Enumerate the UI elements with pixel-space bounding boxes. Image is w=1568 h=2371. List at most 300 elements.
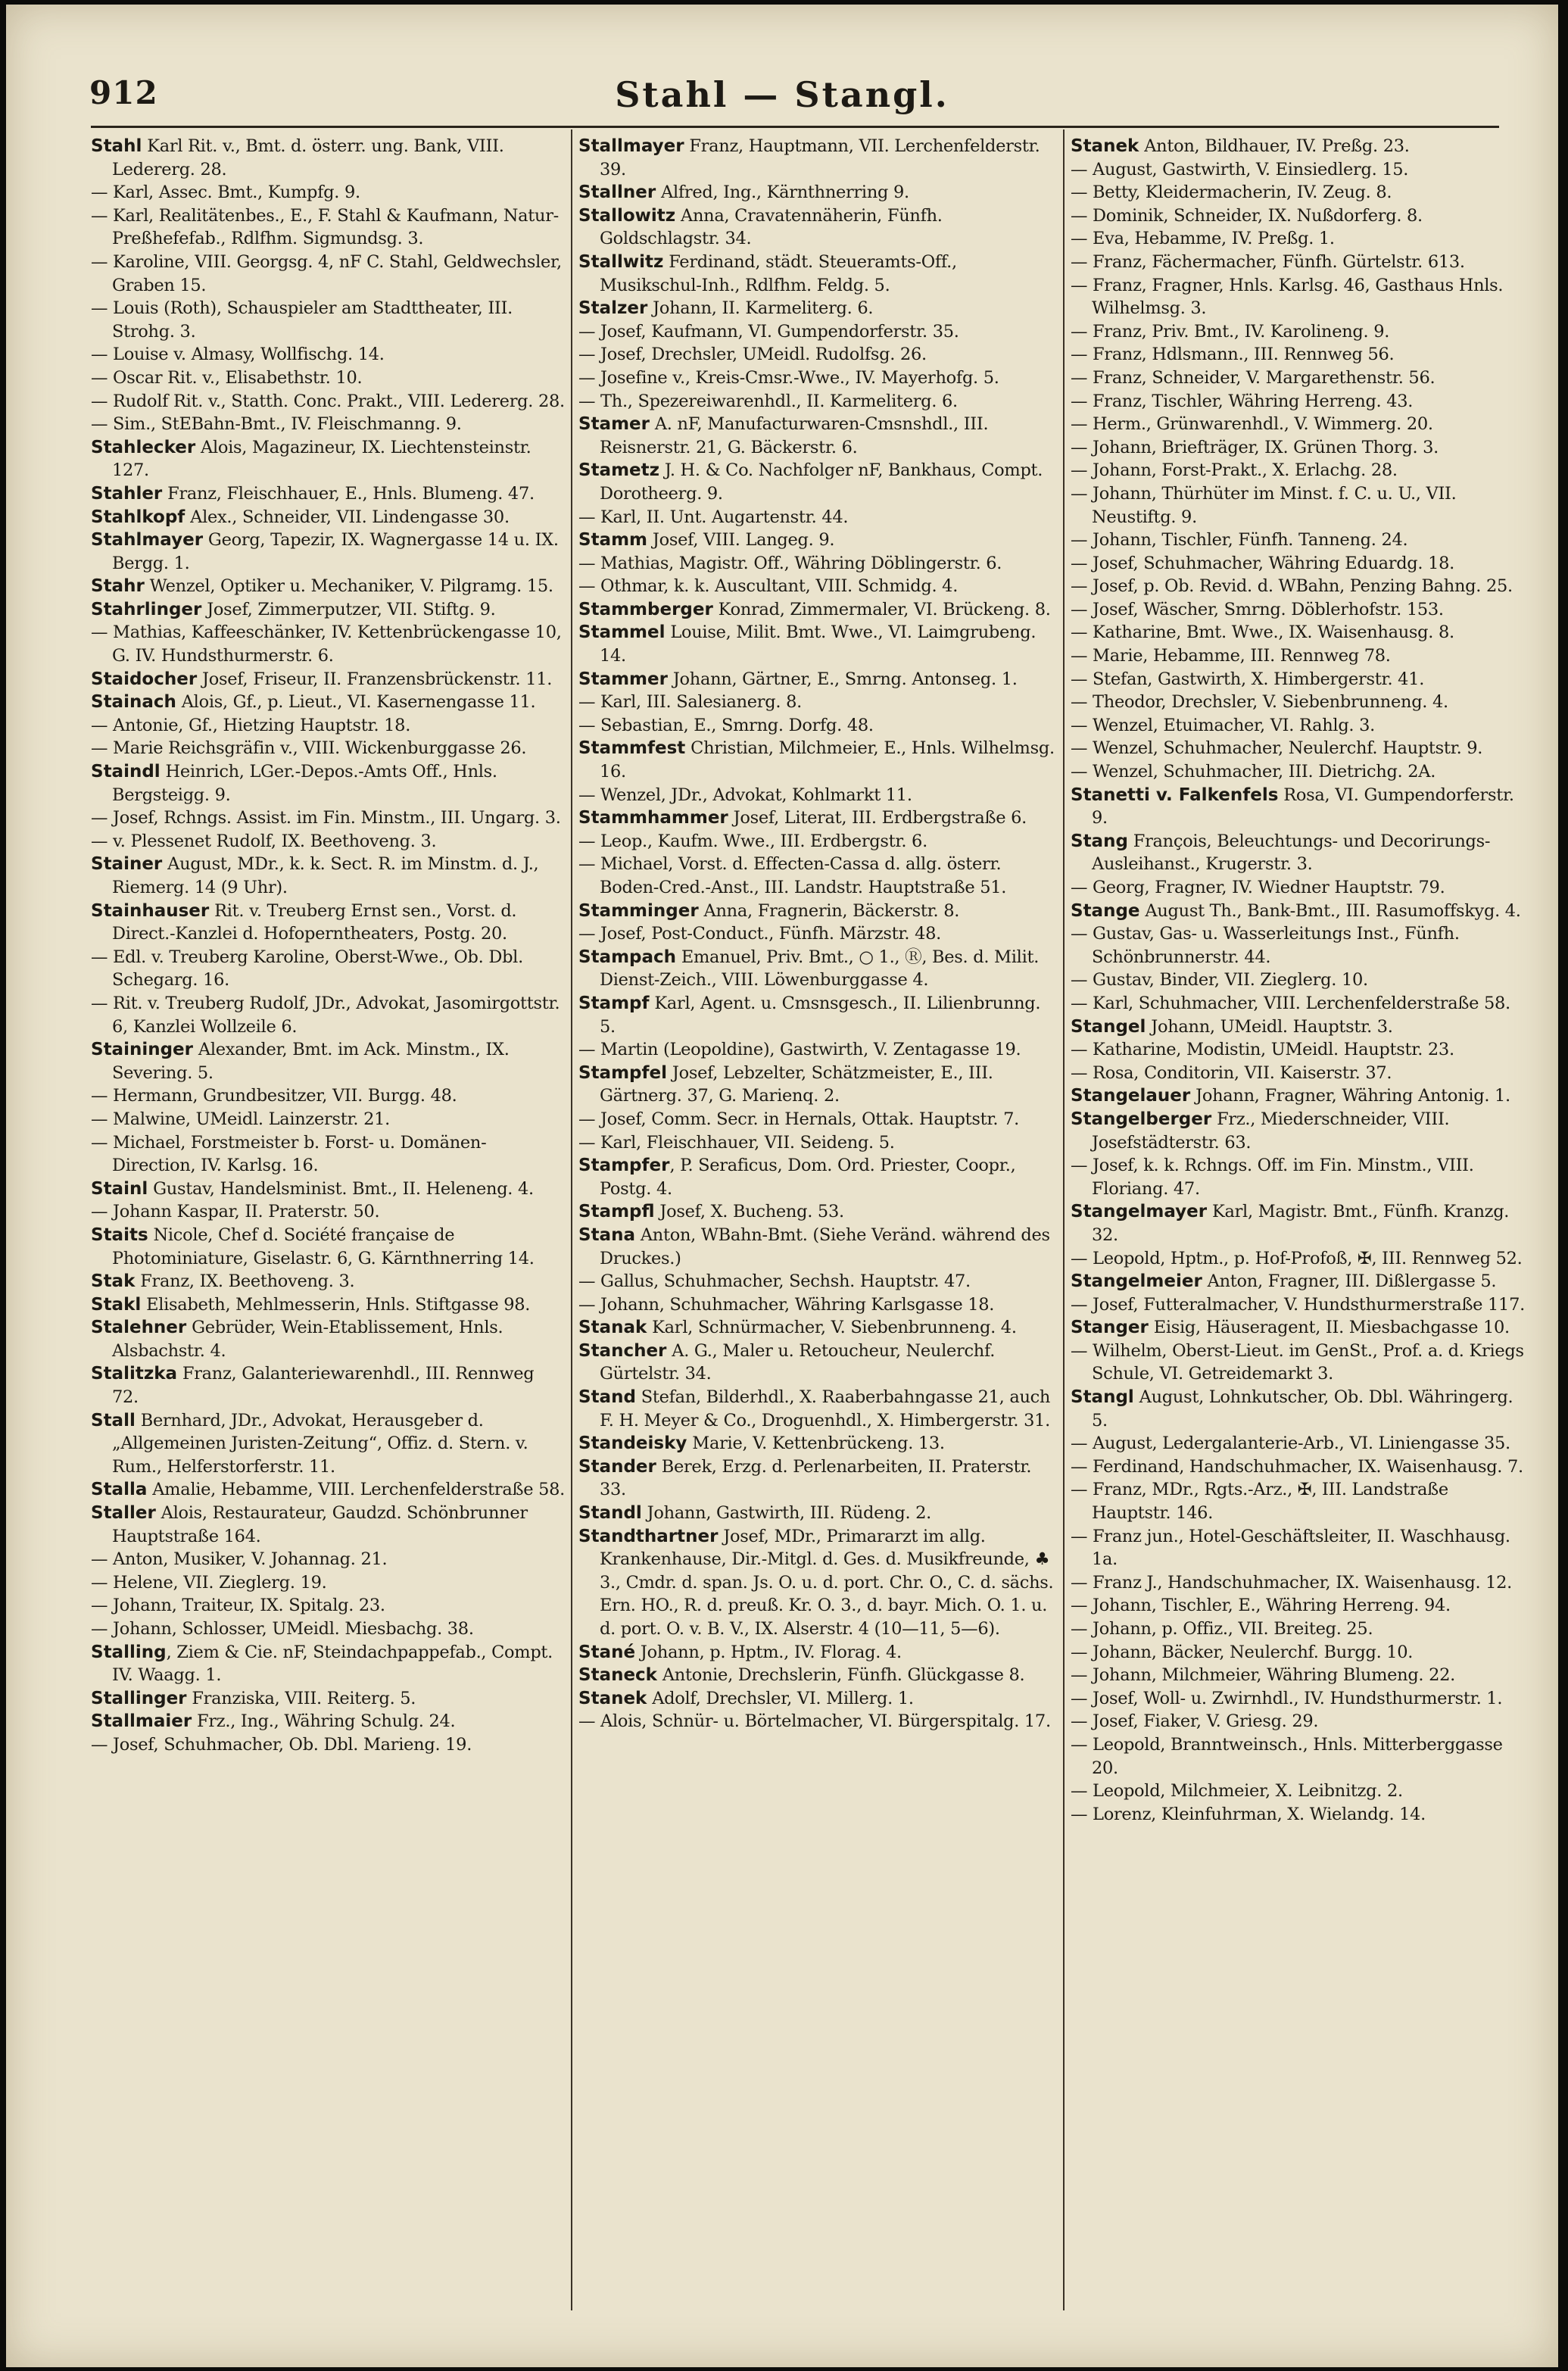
directory-entry [1071,1525,1529,1571]
entry-details: Karl, Agent. u. Cmsnsgesch., II. Lilienbrunng. 5. [600,993,1041,1037]
directory-entry [91,806,565,830]
entry-surname: Stall [91,1410,136,1430]
directory-entry [91,1362,565,1409]
directory-entry [91,1270,565,1293]
entry-surname: Stampfel [578,1062,667,1083]
entry-details: A. G., Maler u. Retoucheur, Neulerchf. Gürtelstr. 34. [600,1340,996,1384]
entry-details: Alois, Restaurateur, Gaudzd. Schönbrunner Hauptstraße 164. [112,1503,528,1546]
directory-entry [91,251,565,297]
directory-entry [91,1316,565,1362]
entry-details: Franz, IX. Beethoveng. 3. [135,1271,355,1292]
entry-details: — Gustav, Gas- u. Wasserleitungs Inst., Fünfh. Schönbrunnerstr. 44. [1071,924,1460,967]
directory-entry [91,1084,565,1108]
entry-surname: Stahl [91,136,142,156]
entry-details: Rit. v. Treuberg Ernst sen., Vorst. d. Direct.-Kanzlei d. Hofoperntheaters, Postg. 20. [112,900,517,944]
entry-details: — Josef, Drechsler, UMeidl. Rudolfsg. 26. [578,345,927,365]
directory-entry [578,459,1057,505]
entry-surname: Stainhauser [91,900,210,921]
entry-surname: Stampfer [578,1156,670,1176]
entry-details: Georg, Tapezir, IX. Wagnergasse 14 u. IX. Bergg. 1. [112,530,559,573]
directory-entry [578,181,1057,204]
directory-entry [1071,1386,1529,1432]
entry-surname: Staindl [91,762,161,782]
entry-surname: Stahr [91,576,145,597]
directory-entry [578,367,1057,390]
entry-surname: Stallner [578,183,656,203]
directory-entry [91,992,565,1038]
directory-entry [91,1710,565,1733]
directory-entry [1071,1154,1529,1200]
directory-entry [1071,1571,1529,1595]
directory-entry [578,1525,1057,1641]
entry-details: , P. Seraficus, Dom. Ord. Priester, Coopr., Postg. 4. [600,1156,1016,1199]
directory-entry [1071,1455,1529,1479]
entry-surname: Standl [578,1503,642,1524]
entry-details: Anton, Bildhauer, IV. Preßg. 23. [1139,136,1410,156]
entry-surname: Stampach [578,947,677,967]
directory-entry [578,529,1057,552]
entry-surname: Stalzer [578,298,648,319]
directory-entry [1071,343,1529,367]
entry-surname: Stangelauer [1071,1086,1191,1106]
directory-entry [91,482,565,506]
directory-entry [578,1131,1057,1155]
entry-surname: Stalla [91,1480,148,1500]
entry-surname: Stallinger [91,1688,187,1708]
entry-details: Heinrich, LGer.-Depos.-Amts Off., Hnls. Bergsteigg. 9. [112,762,497,805]
directory-entry [91,598,565,622]
directory-entry [578,1432,1057,1455]
entry-details: Konrad, Zimmermaler, VI. Brückeng. 8. [712,599,1051,619]
directory-entry [91,390,565,413]
entry-surname: Stand [578,1387,636,1408]
entry-details: — Josef, Wäscher, Smrng. Döblerhofstr. 153. [1071,599,1444,619]
entry-details: — Karl, II. Unt. Augartenstr. 44. [578,507,849,527]
entry-details: Gebrüder, Wein-Etablissement, Hnls. Alsbachstr. 4. [112,1318,503,1361]
entry-surname: Stamminger [578,900,699,921]
directory-entry [91,621,565,667]
entry-details: — Wenzel, JDr., Advokat, Kohlmarkt 11. [578,785,912,805]
entry-details: — Alois, Schnür- u. Börtelmacher, VI. Bürgerspitalg. 17. [578,1711,1051,1732]
directory-entry [578,1664,1057,1687]
entry-surname: Standeisky [578,1434,687,1454]
directory-entry [578,784,1057,807]
directory-entry [578,1386,1057,1432]
entry-details: Anna, Cravatennäherin, Fünfh. Goldschlagstr. 34. [600,205,943,249]
entry-surname: Stanetti v. Falkenfels [1071,785,1279,805]
directory-entry [1071,436,1529,460]
directory-entry [91,1293,565,1317]
directory-entry [1071,1478,1529,1524]
directory-entry [578,1038,1057,1062]
entry-details: — v. Plessenet Rudolf, IX. Beethoveng. 3. [91,831,437,851]
directory-entry [1071,1664,1529,1687]
entry-details: — Karl, Schuhmacher, VIII. Lerchenfelderstraße 58. [1071,993,1510,1013]
entry-details: Amalie, Hebamme, VIII. Lerchenfelderstraße 58. [147,1480,565,1500]
entry-details: — Mathias, Magistr. Off., Währing Döblingerstr. 6. [578,553,1002,573]
entry-details: — Leopold, Branntweinsch., Hnls. Mitterberggasse 20. [1071,1734,1503,1778]
entry-details: August, Lohnkutscher, Ob. Dbl. Währingerg. 5. [1092,1387,1513,1430]
directory-entry [578,992,1057,1038]
entry-details: — Edl. v. Treuberg Karoline, Oberst-Wwe., Ob. Dbl. Schegarg. 16. [91,947,523,991]
directory-entry [1071,1687,1529,1711]
entry-surname: Staininger [91,1040,194,1060]
directory-entry [91,436,565,482]
directory-entry [578,1224,1057,1270]
directory-entry [578,1270,1057,1293]
entry-details: — Johann, Schlosser, UMeidl. Miesbachg. 38. [91,1619,474,1639]
entry-details: — Franz, Fächermacher, Fünfh. Gürtelstr. 613. [1071,251,1465,272]
directory-entry [91,830,565,853]
directory-entry [1071,367,1529,390]
directory-entry [578,922,1057,946]
directory-entry [578,1455,1057,1502]
directory-entry [578,297,1057,320]
directory-entry [578,1641,1057,1664]
column-right [1071,135,1529,2323]
entry-details: — Antonie, Gf., Hietzing Hauptstr. 18. [91,715,411,735]
directory-entry [1071,1247,1529,1271]
entry-details: Anton, Fragner, III. Dißlergasse 5. [1202,1271,1497,1292]
entry-details: — Dominik, Schneider, IX. Nußdorferg. 8. [1071,205,1423,226]
entry-details: Adolf, Drechsler, VI. Millerg. 1. [647,1688,914,1708]
entry-details: — Josef, p. Ob. Revid. d. WBahn, Penzing Bahng. 25. [1071,576,1513,597]
entry-surname: Stammhammer [578,808,728,828]
entry-details: Franz, Galanteriewarenhdl., III. Rennweg 72. [112,1364,535,1408]
entry-details: — Rit. v. Treuberg Rudolf, JDr., Advokat, Jasomirgottstr. 6, Kanzlei Wollzeile 6. [91,993,560,1037]
entry-details: — Josefine v., Kreis-Cmsr.-Wwe., IV. Mayerhofg. 5. [578,367,999,388]
entry-surname: Standthartner [578,1526,719,1546]
entry-surname: Stahler [91,483,163,504]
entry-details: — Johann, Briefträger, IX. Grünen Thorg. 3. [1071,437,1439,457]
directory-entry [578,668,1057,691]
directory-entry [1071,1733,1529,1780]
directory-entry [91,343,565,367]
entry-surname: Stangelmayer [1071,1202,1208,1222]
page-number: 912 [89,74,158,111]
entry-surname: Stangel [1071,1016,1146,1037]
entry-details: — Wenzel, Etuimacher, VI. Rahlg. 3. [1071,715,1375,735]
entry-details: — Josef, Post-Conduct., Fünfh. Märzstr. 48. [578,924,941,944]
entry-details: — Karl, Assec. Bmt., Kumpfg. 9. [91,183,360,203]
entry-details: — Malwine, UMeidl. Lainzerstr. 21. [91,1109,391,1129]
entry-surname: Stalehner [91,1318,187,1338]
entry-surname: Stallmaier [91,1711,192,1732]
directory-entry [578,1316,1057,1340]
directory-entry [1071,1038,1529,1062]
directory-entry [1071,1084,1529,1108]
directory-entry [578,737,1057,783]
directory-entry [578,1154,1057,1200]
entry-details: — Wilhelm, Oberst-Lieut. im GenSt., Prof. a. d. Kriegs Schule, VI. Getreidemarkt 3. [1071,1340,1524,1384]
directory-entry [91,529,565,575]
entry-details: Karl, Magistr. Bmt., Fünfh. Kranzg. 32. [1092,1202,1510,1245]
directory-entry [91,506,565,529]
directory-entry [91,1038,565,1084]
directory-entry [578,1293,1057,1317]
entry-details: Bernhard, JDr., Advokat, Herausgeber d. „Allgemeinen Juristen-Zeitung“, Offiz. d. Stern. v. Rum., Helferstorferstr. 11. [112,1410,528,1477]
directory-entry [91,1224,565,1270]
directory-entry [91,297,565,343]
directory-entry [1071,482,1529,529]
directory-entry [1071,1641,1529,1664]
entry-surname: Stana [578,1224,635,1245]
directory-entry [91,1548,565,1571]
entry-details: — Othmar, k. k. Auscultant, VIII. Schmidg. 4. [578,576,959,597]
directory-entry [1071,390,1529,413]
directory-entry [1071,1710,1529,1733]
directory-entry [91,1594,565,1618]
directory-entry [91,760,565,806]
entry-details: — Johann, Traiteur, IX. Spitalg. 23. [91,1596,385,1616]
entry-details: — Wenzel, Schuhmacher, III. Dietrichg. 2A. [1071,762,1436,782]
entry-surname: Stalling [91,1642,167,1662]
entry-surname: Stak [91,1271,136,1292]
entry-surname: Staller [91,1503,156,1524]
directory-entry [1071,668,1529,691]
directory-entry [1071,876,1529,900]
directory-entry [1071,922,1529,969]
entry-details: — Marie, Hebamme, III. Rennweg 78. [1071,646,1391,666]
entry-details: — Martin (Leopoldine), Gastwirth, V. Zentagasse 19. [578,1040,1021,1060]
entry-details: Rosa, VI. Gumpendorferstr. 9. [1092,785,1514,828]
directory-entry [578,552,1057,576]
entry-surname: Stahrlinger [91,599,202,619]
entry-surname: Stainer [91,854,163,875]
directory-entry [91,1502,565,1548]
directory-entry [91,1200,565,1224]
entry-details: Christian, Milchmeier, E., Hnls. Wilhelmsg. 16. [600,738,1055,782]
directory-entry [1071,598,1529,622]
entry-details: — Johann, Tischler, Fünfh. Tanneng. 24. [1071,530,1408,551]
entry-details: — Theodor, Drechsler, V. Siebenbrunneng. 4. [1071,692,1448,713]
directory-entry [91,900,565,946]
directory-entry [91,737,565,760]
directory-entry [91,135,565,181]
entry-surname: Stahlkopf [91,507,185,527]
directory-entry [578,900,1057,923]
entry-details: Frz., Miederschneider, VIII. Josefstädterstr. 63. [1092,1109,1450,1153]
entry-details: — Franz J., Handschuhmacher, IX. Waisenhausg. 12. [1071,1572,1513,1593]
directory-entry [578,946,1057,992]
entry-surname: Stahlecker [91,437,196,457]
directory-entry [1071,1780,1529,1803]
entry-details: — Herm., Grünwarenhdl., V. Wimmerg. 20. [1071,414,1433,435]
entry-details: — Rosa, Conditorin, VII. Kaiserstr. 37. [1071,1062,1392,1083]
entry-details: — Karoline, VIII. Georgsg. 4, nF C. Stahl, Geldwechsler, Graben 15. [91,251,562,295]
column-left [91,135,565,2323]
directory-entry [1071,1594,1529,1618]
directory-entry [1071,575,1529,598]
directory-entry [1071,529,1529,552]
entry-surname: Stangelberger [1071,1109,1212,1129]
entry-details: — Stefan, Gastwirth, X. Himbergerstr. 41. [1071,669,1425,689]
entry-surname: Stamer [578,414,650,435]
entry-details: — Marie Reichsgräfin v., VIII. Wickenburggasse 26. [91,738,527,759]
directory-entry [1071,135,1529,158]
entry-details: — Sebastian, E., Smrng. Dorfg. 48. [578,715,874,735]
directory-entry [578,691,1057,714]
entry-details: — Karl, Fleischhauer, VII. Seideng. 5. [578,1132,895,1153]
directory-entry [1071,992,1529,1015]
entry-surname: Stanek [578,1688,647,1708]
entry-details: — Th., Spezereiwarenhdl., II. Karmeliterg. 6. [578,391,958,411]
directory-entry [1071,158,1529,182]
entry-surname: Stangl [1071,1387,1134,1408]
entry-details: Wenzel, Optiker u. Mechaniker, V. Pilgramg. 15. [144,576,553,597]
entry-details: — Georg, Fragner, IV. Wiedner Hauptstr. 79. [1071,878,1445,897]
directory-entry [578,506,1057,529]
entry-details: — Franz, Fragner, Hnls. Karlsg. 46, Gasthaus Hnls. Wilhelmsg. 3. [1071,275,1504,319]
entry-details: — Josef, k. k. Rchngs. Off. im Fin. Minstm., VIII. Floriang. 47. [1071,1156,1474,1199]
entry-details: — Franz, MDr., Rgts.-Arz., ✠, III. Landstraße Hauptstr. 146. [1071,1480,1448,1524]
entry-details: — Josef, Schuhmacher, Ob. Dbl. Marieng. 19. [91,1734,472,1755]
entry-details: — August, Ledergalanterie-Arb., VI. Liniengasse 35. [1071,1434,1510,1454]
directory-entry [91,946,565,992]
entry-surname: Staits [91,1224,148,1245]
directory-entry [1071,644,1529,668]
directory-entry [1071,900,1529,923]
directory-entry [578,830,1057,853]
entry-details: — Mathias, Kaffeeschänker, IV. Kettenbrückengasse 10, G. IV. Hundsthurmerstr. 6. [91,622,562,666]
entry-details: — Louise v. Almasy, Wollfischg. 14. [91,345,385,365]
directory-entry [91,367,565,390]
directory-entry [91,691,565,714]
entry-details: Josef, Friseur, II. Franzensbrückenstr. 11. [197,669,553,689]
entry-details: — Karl, Realitätenbes., E., F. Stahl & Kaufmann, Natur-Preßhefefab., Rdlfhm. Sigmundsg. 3. [91,205,559,249]
directory-entry [1071,1270,1529,1293]
directory-entry [578,714,1057,738]
directory-entry [578,204,1057,251]
directory-entry [91,1687,565,1711]
directory-entry [578,390,1057,413]
directory-page [6,5,1558,2367]
entry-details: — Lorenz, Kleinfuhrman, X. Wielandg. 14. [1071,1804,1426,1824]
directory-entry [1071,621,1529,644]
directory-entry [1071,1108,1529,1154]
entry-details: — Johann, Thürhüter im Minst. f. C. u. U., VII. Neustiftg. 9. [1071,483,1457,527]
entry-surname: Staidocher [91,669,198,689]
entry-surname: Stammel [578,622,666,643]
entry-details: — Franz, Tischler, Währing Herreng. 43. [1071,391,1414,411]
column-middle [578,135,1057,2323]
directory-entry [91,1641,565,1687]
entry-surname: Stallmayer [578,136,684,156]
entry-details: Eisig, Häuseragent, II. Miesbachgasse 10. [1148,1318,1510,1338]
entry-details: Alex., Schneider, VII. Lindengasse 30. [185,507,510,527]
directory-entry [1071,1803,1529,1827]
directory-entry [578,251,1057,297]
entry-surname: Stallwitz [578,251,664,272]
directory-entry [91,1618,565,1641]
entry-details: August, MDr., k. k. Sect. R. im Minstm. d. J., Riemerg. 14 (9 Uhr). [112,854,539,897]
directory-entry [578,598,1057,622]
directory-entry [578,1710,1057,1733]
entry-details: — Louis (Roth), Schauspieler am Stadttheater, III. Strohg. 3. [91,298,513,342]
entry-details: — Ferdinand, Handschuhmacher, IX. Waisenhausg. 7. [1071,1456,1523,1477]
entry-details: Josef, Zimmerputzer, VII. Stiftg. 9. [201,599,496,619]
entry-details: Antonie, Drechslerin, Fünfh. Glückgasse 8. [656,1665,1025,1686]
entry-details: — Hermann, Grundbesitzer, VII. Burgg. 48. [91,1086,457,1106]
entry-details: Berek, Erzg. d. Perlenarbeiten, II. Praterstr. 33. [600,1456,1032,1500]
entry-details: August Th., Bank-Bmt., III. Rasumoffskyg. 4. [1139,900,1521,921]
entry-details: — Josef, Fiaker, V. Griesg. 29. [1071,1711,1319,1732]
entry-details: — Josef, Woll- u. Zwirnhdl., IV. Hundsthurmerstr. 1. [1071,1688,1503,1708]
entry-details: Johann, Gärtner, E., Smrng. Antonseg. 1. [667,669,1018,689]
directory-entry [1071,459,1529,482]
directory-entry [91,413,565,436]
entry-details: — Johann, Schuhmacher, Währing Karlsgasse 18. [578,1294,995,1315]
column-divider [571,129,572,2310]
entry-details: Gustav, Handelsminist. Bmt., II. Heleneng. 4. [148,1178,534,1199]
entry-surname: Stampf [578,993,650,1013]
entry-details: Karl Rit. v., Bmt. d. österr. ung. Bank, VIII. Ledererg. 28. [112,136,504,179]
entry-details: Josef, Literat, III. Erdbergstraße 6. [728,808,1027,828]
entry-details: Marie, V. Kettenbrückeng. 13. [687,1434,945,1454]
directory-entry [578,575,1057,598]
directory-entry [91,1733,565,1757]
entry-details: — Betty, Kleidermacherin, IV. Zeug. 8. [1071,183,1392,203]
directory-entry [1071,227,1529,251]
entry-details: A. nF, Manufacturwaren-Cmsnshdl., III. Reisnerstr. 21, G. Bäckerstr. 6. [600,414,989,457]
entry-details: J. H. & Co. Nachfolger nF, Bankhaus, Compt. Dorotheerg. 9. [600,460,1043,504]
directory-entry [578,343,1057,367]
directory-entry [91,181,565,204]
directory-entry [1071,1200,1529,1246]
entry-details: Johann, p. Hptm., IV. Florag. 4. [635,1642,902,1662]
entry-details: — Johann, Forst-Prakt., X. Erlachg. 28. [1071,460,1398,481]
entry-details: — Josef, Rchngs. Assist. im Fin. Minstm., III. Ungarg. 3. [91,808,561,828]
entry-surname: Stanak [578,1318,647,1338]
entry-surname: Stallowitz [578,205,676,226]
entry-details: François, Beleuchtungs- und Decorirungs-Ausleihanst., Krugerstr. 3. [1092,831,1491,875]
directory-entry [578,853,1057,899]
entry-surname: Stanger [1071,1318,1149,1338]
entry-surname: Stanek [1071,136,1139,156]
directory-entry [1071,1340,1529,1386]
entry-details: — Katharine, Modistin, UMeidl. Hauptstr. 23. [1071,1040,1454,1060]
entry-details: Elisabeth, Mehlmesserin, Hnls. Stiftgasse 98. [141,1294,531,1315]
directory-entry [1071,413,1529,436]
directory-entry [1071,320,1529,344]
entry-details: Stefan, Bilderhdl., X. Raaberbahngasse 21, auch F. H. Meyer & Co., Droguenhdl., X. Himbergerstr. 31. [600,1387,1051,1430]
directory-entry [1071,1432,1529,1455]
directory-entry [1071,1316,1529,1340]
directory-entry [578,1687,1057,1711]
entry-details: , Ziem & Cie. nF, Steindachpappefab., Compt. IV. Waagg. 1. [112,1642,553,1686]
directory-entry [578,320,1057,344]
entry-surname: Staneck [578,1665,657,1686]
entry-details: Nicole, Chef d. Société française de Photominiature, Giselastr. 6, G. Kärnthnerring 14. [112,1224,535,1268]
directory-entry [1071,1015,1529,1039]
entry-surname: Stalitzka [91,1364,178,1384]
entry-details: — Johann, p. Offiz., VII. Breiteg. 25. [1071,1619,1373,1639]
page-header: Stahl — Stangl. [615,74,949,115]
entry-surname: Stametz [578,460,660,481]
entry-details: Karl, Schnürmacher, V. Siebenbrunneng. 4. [647,1318,1017,1338]
entry-details: — Leopold, Hptm., p. Hof-Profoß, ✠, III. Rennweg 52. [1071,1248,1523,1268]
entry-details: — Gustav, Binder, VII. Zieglerg. 10. [1071,970,1368,991]
directory-entry [1071,204,1529,228]
header-rule [91,126,1499,128]
entry-details: — Franz, Schneider, V. Margarethenstr. 56. [1071,367,1436,388]
entry-details: Josef, VIII. Langeg. 9. [647,530,835,551]
entry-surname: Stancher [578,1340,667,1361]
directory-entry [1071,737,1529,760]
entry-details: — Leop., Kaufm. Wwe., III. Erdbergstr. 6. [578,831,927,851]
entry-details: Frz., Ing., Währing Schulg. 24. [192,1711,456,1732]
entry-details: Josef, X. Bucheng. 53. [654,1202,844,1222]
